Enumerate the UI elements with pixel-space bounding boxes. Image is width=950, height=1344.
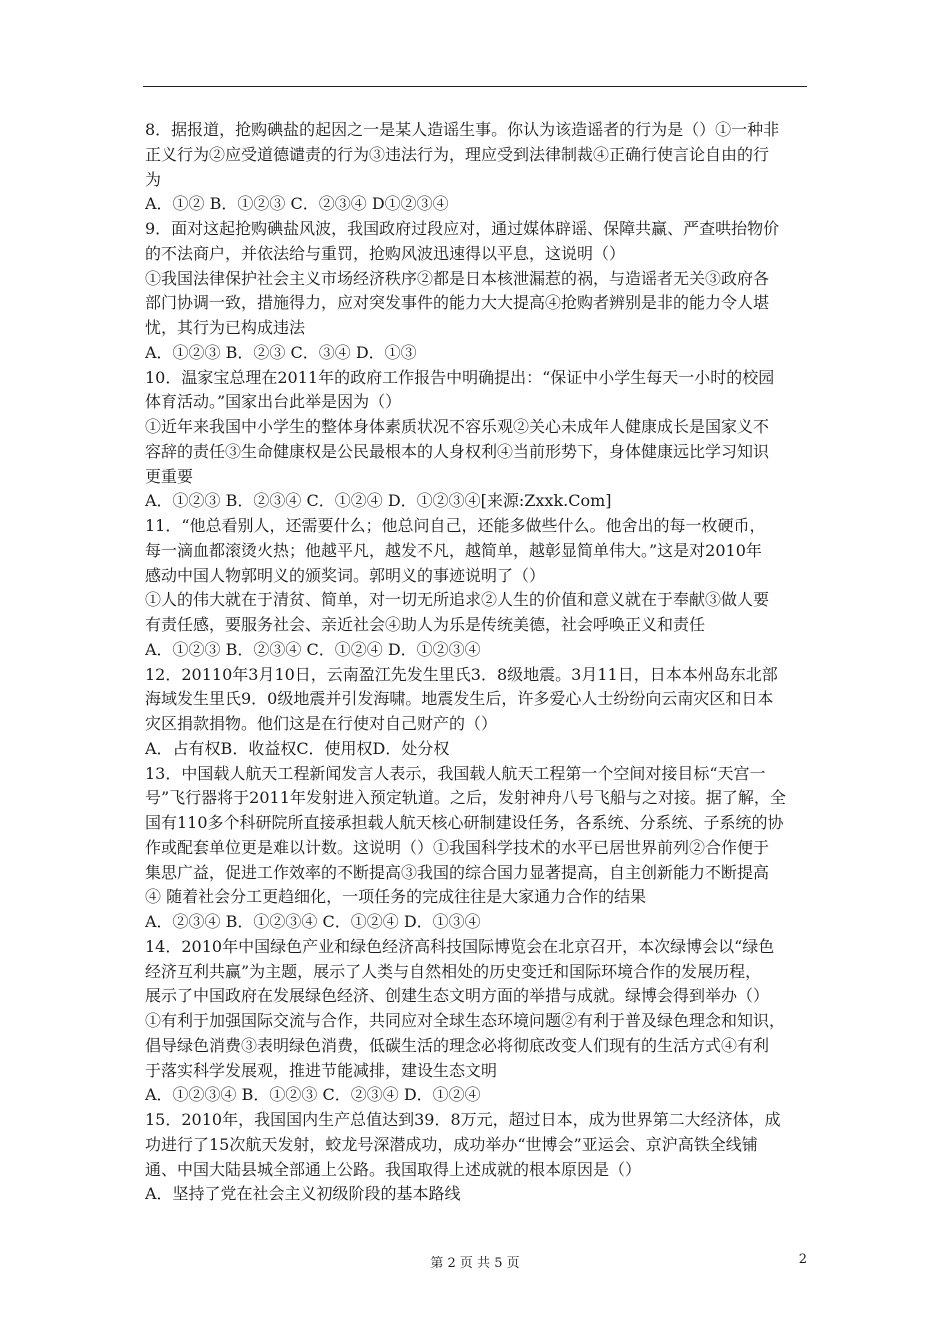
text-line: 展示了中国政府在发展绿色经济、创建生态文明方面的举措与成就。绿博会得到举办（） [145,986,770,1006]
text-line: A．①②③ B．②③④ C．①②④ D．①②③④ [145,639,481,659]
text-line: 正义行为②应受道德谴责的行为③违法行为，理应受到法律制裁④正确行使言论自由的行 [145,144,770,164]
text-line: A．①② B．①②③ C．②③④ D①②③④ [145,194,449,214]
text-line: 容辞的责任③生命健康权是公民最根本的人身权利④当前形势下，身体健康远比学习知识 [145,441,770,461]
text-line: 10．温家宝总理在2011年的政府工作报告中明确提出：“保证中小学生每天一小时的校园 [145,367,775,387]
text-line: A．②③④ B．①②③④ C．①②④ D．①③④ [145,912,481,931]
text-line: 作或配套单位更是难以计数。这说明（）①我国科学技术的水平已居世界前列②合作便于 [145,837,770,857]
text-line: 集思广益，促进工作效率的不断提高③我国的综合国力显著提高，自主创新能力不断提高 [145,862,770,882]
text-line: 海域发生里氏9．0级地震并引发海啸。地震发生后，许多爱心人士纷纷向云南灾区和日本 [145,689,774,709]
text-line: 更重要 [145,466,194,486]
text-line: 14．2010年中国绿色产业和绿色经济高科技国际博览会在北京召开，本次绿博会以“绿色 [145,936,775,956]
text-line: ①人的伟大就在于清贫、简单，对一切无所追求②人生的价值和意义就在于奉献③做人要 [145,590,770,610]
text-line: 8．据报道，抢购碘盐的起因之一是某人造谣生事。你认为该造谣者的行为是（）①一种非 [145,120,780,139]
page-number: 2 [798,1252,807,1267]
text-line: 通、中国大陆县城全部通上公路。我国取得上述成就的根本原因是（） [145,1159,642,1179]
text-line: 15．2010年，我国国内生产总值达到39．8万元，超过日本，成为世界第二大经济体，成 [145,1110,781,1129]
text-line: 部门协调一致，措施得力，应对突发事件的能力大大提高④抢购者辨别是非的能力令人堪 [145,293,770,313]
text-line: ①我国法律保护社会主义市场经济秩序②都是日本核泄漏惹的祸，与造谣者无关③政府各 [145,268,770,288]
text-line: 于落实科学发展观，推进节能减排，建设生态文明 [145,1060,498,1080]
text-line: 号”飞行器将于2011年发射进入预定轨道。之后，发射神舟八号飞船与之对接。据了解，全 [145,788,786,808]
text-line: 灾区捐款捐物。他们这是在行使对自己财产的（） [145,714,498,733]
text-line: 功进行了15次航天发射，蛟龙号深潜成功，成功举办“世博会”亚运会、京沪高铁全线铺 [145,1134,758,1154]
text-line: 忧，其行为已构成违法 [145,318,306,337]
text-line: 的不法商户，并依法给与重罚，抢购风波迅速得以平息，这说明（） [145,243,626,263]
text-line: 国有110多个科研院所直接承担载人航天核心研制建设任务，各系统、分系统、子系统的协 [145,813,784,832]
text-line: A．①②③④ B．①②③ C．②③④ D．①②④ [145,1085,481,1105]
text-line: 为 [145,169,162,189]
text-line: A．①②③ B．②③④ C．①②④ D．①②③④[来源:Zxxk.Com] [145,491,612,511]
text-line: 经济互利共赢”为主题，展示了人类与自然相处的历史变迁和国际环境合作的发展历程， [145,961,762,981]
text-line: 13．中国载人航天工程新闻发言人表示，我国载人航天工程第一个空间对接目标“天宫一 [145,763,766,783]
page-label: 第 2 页 共 5 页 [430,1256,520,1271]
text-line: A．占有权B．收益权C．使用权D．处分权 [145,738,450,758]
text-line: 倡导绿色消费③表明绿色消费，低碳生活的理念必将彻底改变人们现有的生活方式④有利 [145,1035,770,1055]
header-rule [143,86,807,87]
text-line: 每一滴血都滚烫火热；他越平凡，越发不凡，越简单，越彰显简单伟大。”这是对2010年 [145,540,762,560]
text-line: 感动中国人物郭明义的颁奖词。郭明义的事迹说明了（） [145,565,546,585]
document-body [145,118,813,1207]
text-line: 有责任感，要服务社会、亲近社会④助人为乐是传统美德，社会呼唤正义和责任 [145,615,706,634]
text-line: 12．20110年3月10日，云南盈江先发生里氏3．8级地震。3月11日，日本本州岛东北部 [145,664,778,684]
text-line: 9．面对这起抢购碘盐风波，我国政府过段应对，通过媒体辟谣、保障共赢、严查哄抬物价 [145,219,780,238]
text-line: ①近年来我国中小学生的整体身体素质状况不容乐观②关心未成年人健康成长是国家义不 [145,417,770,436]
text-line: A．坚持了党在社会主义初级阶段的基本路线 [145,1184,461,1204]
text-line: A．①②③ B．②③ C．③④ D．①③ [145,342,417,362]
text-line: ④ 随着社会分工更趋细化，一项任务的完成往往是大家通力合作的结果 [145,887,647,907]
text-line: ①有利于加强国际交流与合作，共同应对全球生态环境问题②有利于普及绿色理念和知识， [145,1011,786,1030]
text-line: 体育活动。”国家出台此举是因为（） [145,392,402,412]
text-line: 11．“他总看别人，还需要什么；他总问自己，还能多做些什么。他舍出的每一枚硬币， [145,516,766,535]
